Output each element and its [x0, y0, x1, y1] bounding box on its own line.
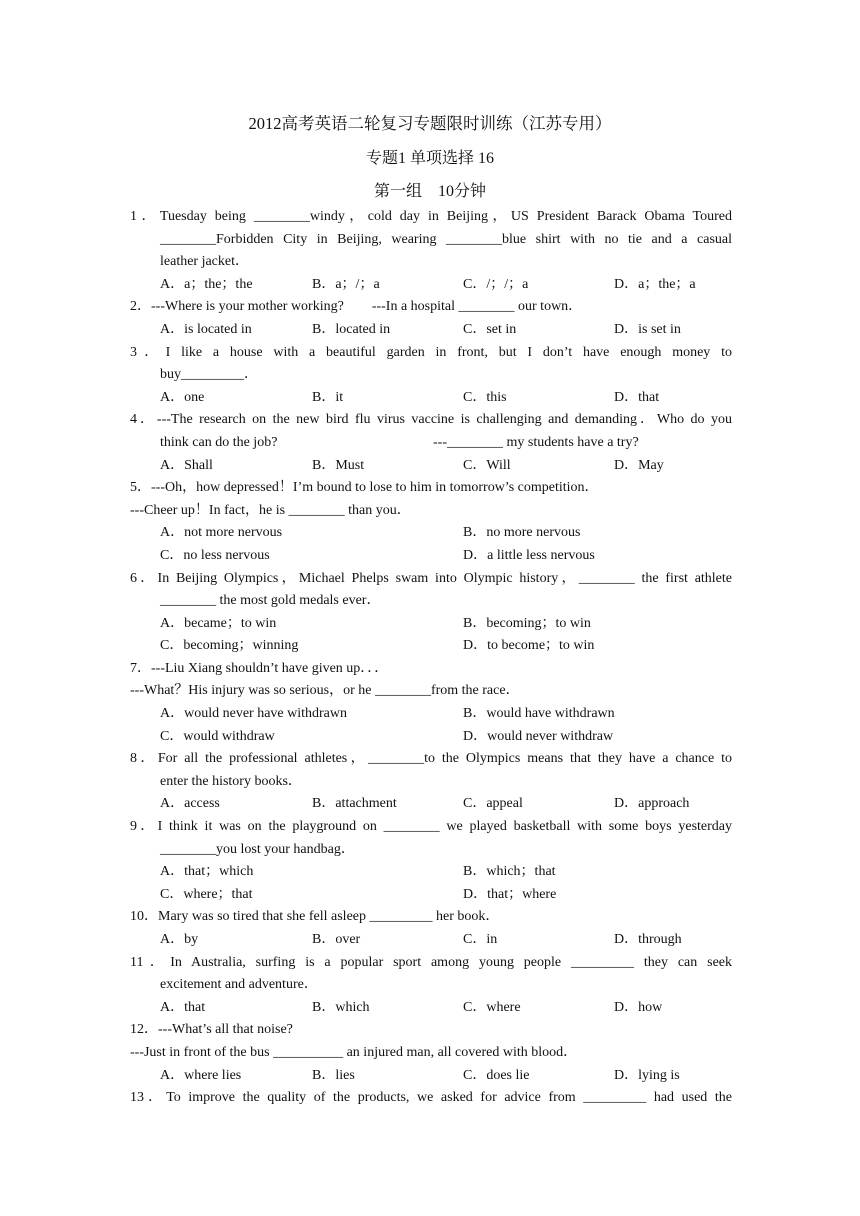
- option-a[interactable]: A．access: [160, 796, 220, 812]
- option-a[interactable]: A．is located in: [160, 321, 252, 337]
- stem-line: ---What’s all that noise?: [158, 1022, 293, 1038]
- question-8: [130, 748, 732, 816]
- option-c[interactable]: C．no less nervous: [160, 547, 270, 563]
- option-d[interactable]: D．a；the；a: [614, 276, 696, 292]
- stem-line: In Australia, surfing is a popular sport among young people _________ they can seek: [170, 954, 733, 970]
- options: [130, 522, 732, 567]
- option-c[interactable]: C．/；/；a: [463, 276, 529, 292]
- question-stem: [130, 342, 732, 365]
- stem-line: In Beijing Olympics，Michael Phelps swam into Olympic history，________ the first athlete: [157, 570, 733, 586]
- question-number: 9．: [130, 819, 158, 835]
- option-d[interactable]: D．May: [614, 457, 664, 473]
- question-stem: [130, 296, 732, 319]
- option-d[interactable]: D．how: [614, 999, 663, 1015]
- question-9: [130, 816, 732, 906]
- question-7: [130, 658, 732, 748]
- option-d[interactable]: D．is set in: [614, 321, 681, 337]
- question-number: 3．: [130, 344, 166, 360]
- options: [130, 997, 732, 1020]
- question-stem: [130, 568, 732, 591]
- options: [130, 319, 732, 342]
- option-b[interactable]: B．a；/；a: [312, 276, 380, 292]
- option-b[interactable]: B．becoming；to win: [463, 615, 591, 631]
- option-d[interactable]: D．would never withdraw: [463, 728, 614, 744]
- question-number: 4．: [130, 412, 157, 428]
- option-c[interactable]: C．would withdraw: [160, 728, 275, 744]
- stem-line: ---The research on the new bird flu virus vaccine is challenging and demanding．Who do you: [156, 412, 732, 428]
- option-c[interactable]: C．appeal: [463, 796, 523, 812]
- options: [130, 455, 732, 478]
- option-d[interactable]: D．lying is: [614, 1067, 680, 1083]
- option-a[interactable]: A．would never have withdrawn: [160, 706, 348, 722]
- option-d[interactable]: D．a little less nervous: [463, 547, 595, 563]
- reply-line: ---Cheer up！In fact，he is ________ than you．: [130, 502, 411, 518]
- option-a[interactable]: A．not more nervous: [160, 525, 283, 541]
- stem-line-left: think can do the job?: [160, 434, 278, 450]
- question-stem: [130, 952, 732, 975]
- question-number: 7．: [130, 660, 151, 676]
- question-11: [130, 952, 732, 1020]
- question-stem: [130, 1019, 732, 1042]
- question-number: 10．: [130, 909, 158, 925]
- question-13: [130, 1087, 732, 1110]
- question-number: 8．: [130, 751, 158, 767]
- stem-line: [130, 432, 732, 455]
- option-a[interactable]: A．became；to win: [160, 615, 277, 631]
- question-stem: [130, 206, 732, 229]
- option-b[interactable]: B．Must: [312, 457, 365, 473]
- option-b[interactable]: B．located in: [312, 321, 391, 337]
- stem-line: ---Liu Xiang shouldn’t have given up．．．: [151, 660, 389, 676]
- reply-line: ---Just in front of the bus __________ an injured man, all covered with blood．: [130, 1044, 578, 1060]
- document-title: 2012高考英语二轮复习专题限时训练（江苏专用）: [248, 114, 612, 133]
- document-subtitle: 专题1 单项选择 16: [365, 150, 494, 167]
- stem-line: excitement and adventure．: [160, 977, 318, 993]
- option-a[interactable]: A．that: [160, 999, 206, 1015]
- option-c[interactable]: C．in: [463, 932, 498, 947]
- option-a[interactable]: A．one: [160, 389, 205, 405]
- question-stem: [130, 1087, 732, 1110]
- stem-line: buy_________．: [160, 367, 258, 383]
- option-b[interactable]: B．which: [312, 999, 370, 1015]
- option-c[interactable]: C．set in: [463, 321, 517, 337]
- option-a[interactable]: A．that；which: [160, 864, 254, 880]
- question-number: 13．: [130, 1090, 167, 1106]
- options: [130, 1065, 732, 1088]
- options: [130, 793, 732, 816]
- stem-line: I think it was on the playground on ________ we played basketball with some boys yesterday: [157, 819, 733, 835]
- stem-line: ________you lost your handbag．: [160, 841, 355, 857]
- question-2: [130, 296, 732, 341]
- option-c[interactable]: C．where；that: [160, 886, 253, 902]
- stem-line: Mary was so tired that she fell asleep _________ her book．: [158, 909, 500, 925]
- option-d[interactable]: D．that；where: [463, 886, 557, 902]
- option-a[interactable]: A．by: [160, 932, 199, 947]
- option-c[interactable]: C．becoming；winning: [160, 638, 299, 654]
- question-4: [130, 409, 732, 477]
- stem-line: Tuesday being ________windy，cold day in Beijing，US President Barack Obama Toured: [159, 209, 733, 224]
- option-b[interactable]: B．would have withdrawn: [463, 706, 615, 722]
- option-d[interactable]: D．through: [614, 932, 682, 947]
- question-list: [130, 206, 732, 1110]
- stem-line: enter the history books．: [160, 773, 302, 789]
- question-5: [130, 477, 732, 567]
- options: [130, 613, 732, 658]
- question-6: [130, 568, 732, 658]
- question-stem: [130, 816, 732, 839]
- stem-line: I like a house with a beautiful garden in front, but I don’t have enough money to: [165, 344, 733, 360]
- options: [130, 274, 732, 297]
- option-b[interactable]: B．attachment: [312, 796, 397, 812]
- question-number: 12．: [130, 1022, 158, 1038]
- stem-line: ---Where is your mother working? ---In a hospital ________ our town．: [151, 299, 583, 315]
- question-number: 2．: [130, 299, 151, 315]
- stem-line: ---Oh，how depressed！I’m bound to lose to him in tomorrow’s competition．: [151, 480, 599, 496]
- option-d[interactable]: D．that: [614, 389, 660, 405]
- stem-line-right: ---________ my students have a try?: [433, 434, 639, 450]
- stem-line: ________ the most gold medals ever．: [160, 593, 381, 609]
- option-c[interactable]: C．this: [463, 389, 507, 405]
- stem-line: leather jacket．: [160, 254, 250, 270]
- question-10: [130, 906, 732, 951]
- question-stem: [130, 409, 732, 432]
- question-number: 6．: [130, 570, 158, 586]
- option-b[interactable]: B．no more nervous: [463, 525, 581, 541]
- section-heading: 第一组 10分钟: [373, 183, 486, 200]
- question-number: 11．: [130, 954, 171, 970]
- reply-line: ---What？His injury was so serious，or he ________from the race．: [130, 683, 520, 699]
- stem-line: ________Forbidden City in Beijing, wearing ________blue shirt with no tie and a casual: [160, 231, 732, 247]
- stem-line: For all the professional athletes，________to the Olympics means that they have a chance to: [157, 751, 733, 767]
- options: [130, 387, 732, 410]
- question-1: [130, 206, 732, 296]
- option-b[interactable]: B．it: [312, 389, 344, 405]
- question-number: 5．: [130, 480, 151, 496]
- question-stem: [130, 658, 732, 681]
- option-d[interactable]: D．to become；to win: [463, 638, 595, 654]
- question-stem: [130, 477, 732, 500]
- question-stem: [130, 748, 732, 771]
- question-12: [130, 1019, 732, 1087]
- options: [130, 929, 732, 952]
- question-stem: [130, 906, 732, 929]
- option-a[interactable]: A．where lies: [160, 1067, 242, 1083]
- option-c[interactable]: C．where: [463, 999, 521, 1015]
- option-d[interactable]: D．approach: [614, 796, 690, 812]
- option-b[interactable]: B．lies: [312, 1067, 355, 1083]
- question-3: [130, 342, 732, 410]
- question-number: 1．: [130, 209, 160, 224]
- option-a[interactable]: A．Shall: [160, 457, 213, 473]
- option-c[interactable]: C．Will: [463, 457, 511, 473]
- stem-line: To improve the quality of the products, we asked for advice from _________ had used the: [166, 1090, 732, 1106]
- option-a[interactable]: A．a；the；the: [160, 276, 253, 292]
- option-c[interactable]: C．does lie: [463, 1067, 530, 1083]
- options: [130, 861, 732, 906]
- options: [130, 703, 732, 748]
- option-b[interactable]: B．which；that: [463, 864, 556, 880]
- option-b[interactable]: B．over: [312, 932, 361, 947]
